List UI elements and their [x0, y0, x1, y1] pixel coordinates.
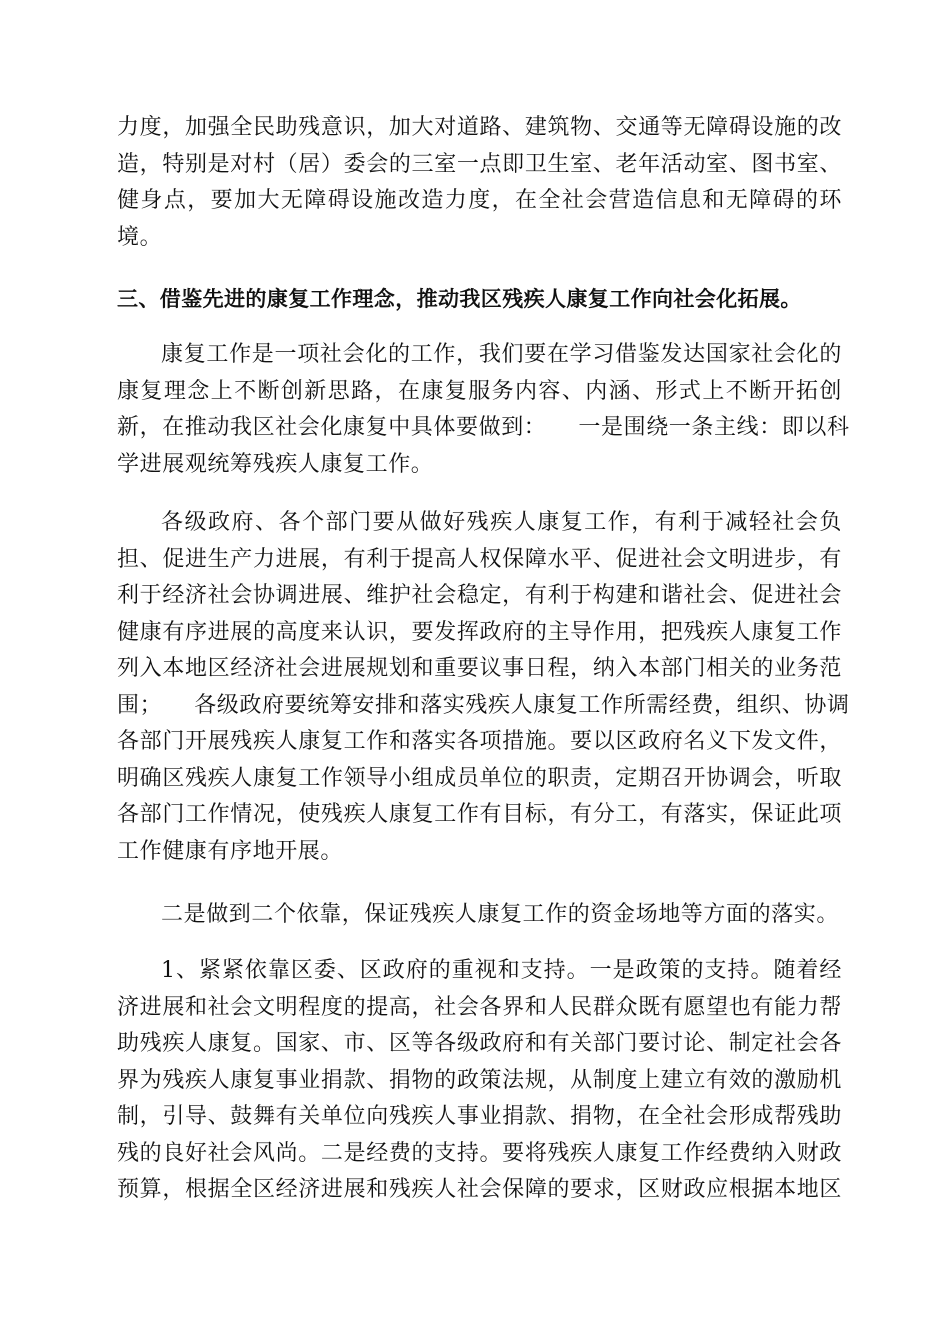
- text-line: 健身点，要加大无障碍设施改造力度，在全社会营造信息和无障碍的环: [117, 188, 842, 213]
- text-line: 济进展和社会文明程度的提高，社会各界和人民群众既有愿望也有能力帮: [117, 994, 842, 1020]
- text-line: 制，引导、鼓舞有关单位向残疾人事业捐款、捐物，在全社会形成帮残助: [117, 1104, 842, 1129]
- text-segment: 围；: [117, 692, 163, 718]
- paragraph-5: [117, 953, 842, 1209]
- text-line: 健康有序进展的高度来认识，要发挥政府的主导作用，把残疾人康复工作: [117, 619, 842, 645]
- text-line: [117, 410, 850, 447]
- paragraph-2: [117, 337, 850, 483]
- text-line: 工作健康有序地开展。: [117, 838, 344, 864]
- text-line: 界为残疾人康复事业捐款、捐物的政策法规，从制度上建立有效的激励机: [117, 1067, 842, 1093]
- text-line: 境。: [117, 224, 163, 250]
- text-line: 康复工作是一项社会化的工作，我们要在学习借鉴发达国家社会化的: [161, 342, 842, 367]
- text-line: 明确区残疾人康复工作领导小组成员单位的职责，定期召开协调会，听取: [117, 765, 842, 791]
- paragraph-1: [117, 110, 842, 256]
- text-line: 担、促进生产力进展，有利于提高人权保障水平、促进社会文明进步，有: [117, 546, 842, 572]
- text-segment: 一是围绕一条主线：即以科: [578, 415, 850, 440]
- text-line: 力度，加强全民助残意识，加大对道路、建筑物、交通等无障碍设施的改: [117, 115, 842, 140]
- text-line: 各部门开展残疾人康复工作和落实各项措施。要以区政府名义下发文件，: [117, 729, 842, 754]
- text-line: 各级政府、各个部门要从做好残疾人康复工作，有利于减轻社会负: [161, 510, 842, 535]
- section-heading: [117, 281, 842, 318]
- text-line: 各部门工作情况，使残疾人康复工作有目标，有分工，有落实，保证此项: [117, 802, 842, 827]
- paragraph-3: [117, 505, 850, 870]
- text-line: 预算，根据全区经济进展和残疾人社会保障的要求，区财政应根据本地区: [117, 1177, 842, 1202]
- text-line: [117, 688, 850, 725]
- text-segment: 新，在推动我区社会化康复中具体要做到：: [117, 415, 547, 440]
- text-line: 残的良好社会风尚。二是经费的支持。要将残疾人康复工作经费纳入财政: [117, 1140, 842, 1166]
- text-line: 1、紧紧依靠区委、区政府的重视和支持。一是政策的支持。随着经: [161, 958, 842, 983]
- section-heading-text: 三、借鉴先进的康复工作理念，推动我区残疾人康复工作向社会化拓展。: [117, 287, 802, 311]
- text-segment: 各级政府要统筹安排和落实残疾人康复工作所需经费，组织、协调: [194, 692, 850, 718]
- text-line: 二是做到二个依靠，保证残疾人康复工作的资金场地等方面的落实。: [161, 902, 840, 927]
- text-line: 助残疾人康复。国家、市、区等各级政府和有关部门要讨论、制定社会各: [117, 1031, 842, 1056]
- paragraph-4: [117, 897, 842, 934]
- text-line: 学进展观统筹残疾人康复工作。: [117, 451, 434, 477]
- text-line: 造，特别是对村（居）委会的三室一点即卫生室、老年活动室、图书室、: [117, 151, 842, 177]
- text-line: 列入本地区经济社会进展规划和重要议事日程，纳入本部门相关的业务范: [117, 656, 842, 681]
- text-line: 康复理念上不断创新思路，在康复服务内容、内涵、形式上不断开拓创: [117, 378, 842, 404]
- text-line: 利于经济社会协调进展、维护社会稳定，有利于构建和谐社会、促进社会: [117, 583, 842, 608]
